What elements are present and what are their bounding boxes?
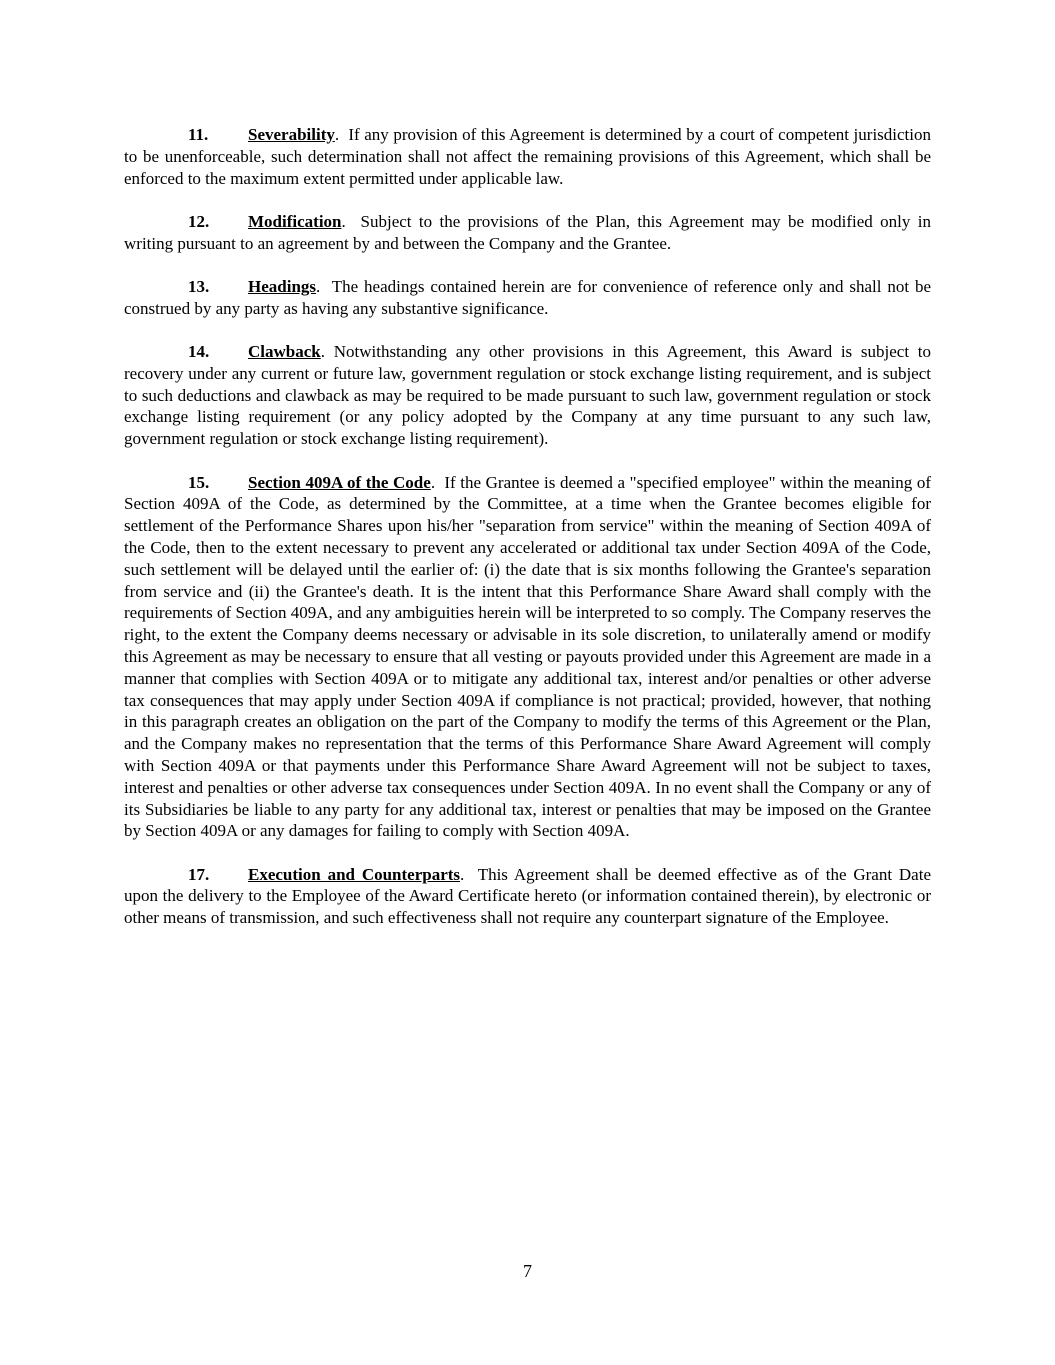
section-heading: Modification (248, 211, 342, 231)
section-number: 15. (188, 472, 210, 492)
section-body: If the Grantee is deemed a "specified employee" within the meaning of Section 409A of the Code, as determined by the Committee, at a time when the Grantee becomes eligible for settlement of the Performance Shares upon his/her "separation from service" within the meaning of Section 409A of the Code, then to the extent necessary to prevent any accelerated or additional tax under Section 409A of the Code, such settlement will be delayed until the earlier of: (i) the date that is six months following the Grantee's separation from service and (ii) the Grantee's death. It is the intent that this Performance Share Award shall comply with the requirements of Section 409A, and any ambiguities herein will be interpreted to so comply. The Company reserves the right, to the extent the Company deems necessary or advisable in its sole discretion, to unilaterally amend or modify this Agreement as may be necessary to ensure that all vesting or payouts provided under this Agreement are made in a manner that complies with Section 409A or to mitigate any additional tax, interest and/or penalties or other adverse tax consequences that may apply under Section 409A if compliance is not practical; provided, however, that nothing in this paragraph creates an obligation on the part of the Company to modify the terms of this Agreement or the Plan, and the Company makes no representation that the terms of this Performance Share Award Agreement will comply with Section 409A or that payments under this Performance Share Award Agreement will not be subject to taxes, interest and penalties or other adverse tax consequences under Section 409A. In no event shall the Company or any of its Subsidiaries be liable to any party for any additional tax, interest or penalties that may be imposed on the Grantee by Section 409A or any damages for failing to comply with Section 409A. (124, 472, 932, 841)
section-headings: 13. Headings. The headings contained herein are for convenience of reference only and shall not be construed by any party as having any substantive significance. (124, 276, 931, 318)
section-number: 11. (188, 125, 209, 144)
section-heading: Headings (248, 276, 317, 296)
section-body: If any provision of this Agreement is determined by a court of competent jurisdiction to be unenforceable, such determination shall not affect the remaining provisions of this Agreement, which shall be enforced to the maximum extent permitted under applicable law. (124, 125, 931, 188)
section-heading: Severability (248, 125, 335, 144)
section-body: This Agreement shall be deemed effective as of the Grant Date upon the delivery to the Employee of the Award Certificate hereto (or information contained therein), by electronic or other means of transmission, and such effectiveness shall not require any counterpart signature of the Employee. (124, 864, 931, 928)
section-clawback: 14. Clawback. Notwithstanding any other provisions in this Agreement, this Award is subject to recovery under any current or future law, government regulation or stock exchange listing requirement, and is subject to such deductions and clawback as may be required to be made pursuant to such law, government regulation or stock exchange listing requirement (or any policy adopted by the Company at any time pursuant to any such law, government regulation or stock exchange listing requirement). (124, 342, 931, 449)
document-body (124, 124, 931, 951)
section-body: The headings contained herein are for convenience of reference only and shall not be construed by any party as having any substantive significance. (124, 276, 931, 318)
section-execution-counterparts: 17. Execution and Counterparts. This Agreement shall be deemed effective as of the Grant Date upon the delivery to the Employee of the Award Certificate hereto (or information contained therein), by electronic or other means of transmission, and such effectiveness shall not require any counterpart signature of the Employee. (124, 864, 931, 928)
page-number: 7 (523, 1261, 532, 1281)
section-heading: Clawback (248, 342, 321, 362)
section-number: 14. (188, 342, 210, 362)
section-number: 17. (188, 864, 210, 884)
section-body: Notwithstanding any other provisions in this Agreement, this Award is subject to recovery under any current or future law, government regulation or stock exchange listing requirement, and is subject to such deductions and clawback as may be required to be made pursuant to such law, government regulation or stock exchange listing requirement (or any policy adopted by the Company at any time pursuant to any such law, government regulation or stock exchange listing requirement). (124, 342, 931, 449)
section-409a: 15. Section 409A of the Code. If the Grantee is deemed a "specified employee" within the meaning of Section 409A of the Code, as determined by the Committee, at a time when the Grantee becomes eligible for settlement of the Performance Shares upon his/her "separation from service" within the meaning of Section 409A of the Code, then to the extent necessary to prevent any accelerated or additional tax under Section 409A of the Code, such settlement will be delayed until the earlier of: (i) the date that is six months following the Grantee's separation from service and (ii) the Grantee's death. It is the intent that this Performance Share Award shall comply with the requirements of Section 409A, and any ambiguities herein will be interpreted to so comply. The Company reserves the right, to the extent the Company deems necessary or advisable in its sole discretion, to unilaterally amend or modify this Agreement as may be necessary to ensure that all vesting or payouts provided under this Agreement are made in a manner that complies with Section 409A or to mitigate any additional tax, interest and/or penalties or other adverse tax consequences that may apply under Section 409A if compliance is not practical; provided, however, that nothing in this paragraph creates an obligation on the part of the Company to modify the terms of this Agreement or the Plan, and the Company makes no representation that the terms of this Performance Share Award Agreement will comply with Section 409A or that payments under this Performance Share Award Agreement will not be subject to taxes, interest and penalties or other adverse tax consequences under Section 409A. In no event shall the Company or any of its Subsidiaries be liable to any party for any additional tax, interest or penalties that may be imposed on the Grantee by Section 409A or any damages for failing to comply with Section 409A. (124, 472, 932, 841)
section-modification: 12. Modification. Subject to the provisions of the Plan, this Agreement may be modified only in writing pursuant to an agreement by and between the Company and the Grantee. (124, 211, 931, 253)
section-body: Subject to the provisions of the Plan, this Agreement may be modified only in writing pursuant to an agreement by and between the Company and the Grantee. (124, 211, 931, 253)
section-severability: 11. Severability. If any provision of this Agreement is determined by a court of competent jurisdiction to be unenforceable, such determination shall not affect the remaining provisions of this Agreement, which shall be enforced to the maximum extent permitted under applicable law. (124, 125, 931, 188)
section-number: 12. (188, 211, 210, 231)
section-number: 13. (188, 276, 210, 296)
section-heading: Section 409A of the Code (248, 472, 431, 492)
section-heading: Execution and Counterparts (248, 864, 461, 884)
